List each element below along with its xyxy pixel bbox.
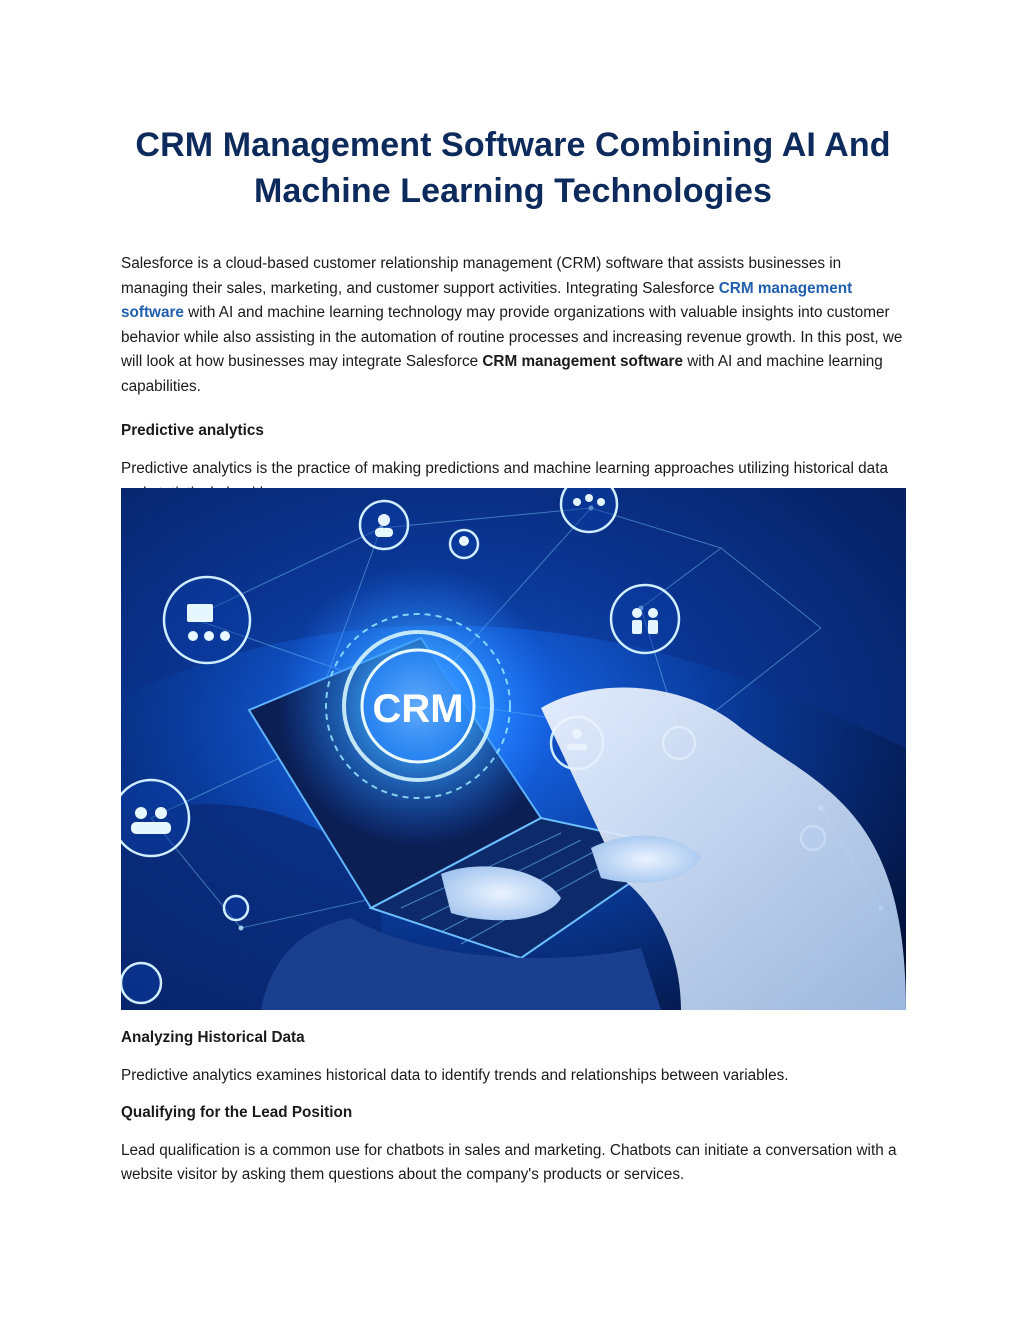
- section-body-lead: Lead qualification is a common use for chatbots in sales and marketing. Chatbots can initiate a conversation with a website visitor by asking them questions about the company's products or services.: [121, 1141, 897, 1183]
- title-line-1: CRM Management Software Combining AI And: [135, 126, 891, 164]
- section-body-predictive: Predictive analytics is the practice of making predictions and machine learning approaches utilizing historical data: [121, 460, 888, 477]
- crm-illustration: [121, 488, 906, 1010]
- people-icon: [611, 585, 679, 653]
- section-heading-predictive: Predictive analytics: [121, 422, 264, 439]
- puzzle-icon: [121, 963, 161, 1003]
- crm-software-bold: CRM management software: [482, 353, 683, 370]
- intro-text-2: with AI and machine learning technology may provide organizations with valuable insights into customer behavior while also assisting in the automation of routine processes and increasing revenue growth. In this post, we will look at how businesses may integrate Salesforce: [121, 304, 903, 370]
- section-heading-historical: Analyzing Historical Data: [121, 1029, 305, 1046]
- intro-paragraph: [121, 252, 905, 399]
- section-heading-lead: Qualifying for the Lead Position: [121, 1103, 353, 1121]
- title-line-2: Machine Learning Technologies: [253, 172, 772, 210]
- crm-badge-text: CRM: [372, 687, 464, 731]
- crm-software-link[interactable]: CRM management software: [121, 279, 853, 321]
- page-title: [121, 122, 905, 214]
- node-icon: [224, 896, 248, 920]
- group-icon: [121, 780, 189, 856]
- section-body-historical: Predictive analytics examines historical data to identify trends and relationships between variables.: [121, 1067, 789, 1084]
- hero-image: [121, 488, 906, 1010]
- intro-text-3: with AI and machine learning capabilities.: [121, 353, 883, 395]
- article: [121, 122, 905, 506]
- article-lower: [121, 1026, 905, 1188]
- intro-text-1: Salesforce is a cloud-based customer relationship management (CRM) software that assists businesses in managing their sales, marketing, and customer support activities. Integrating Salesforce: [121, 255, 842, 297]
